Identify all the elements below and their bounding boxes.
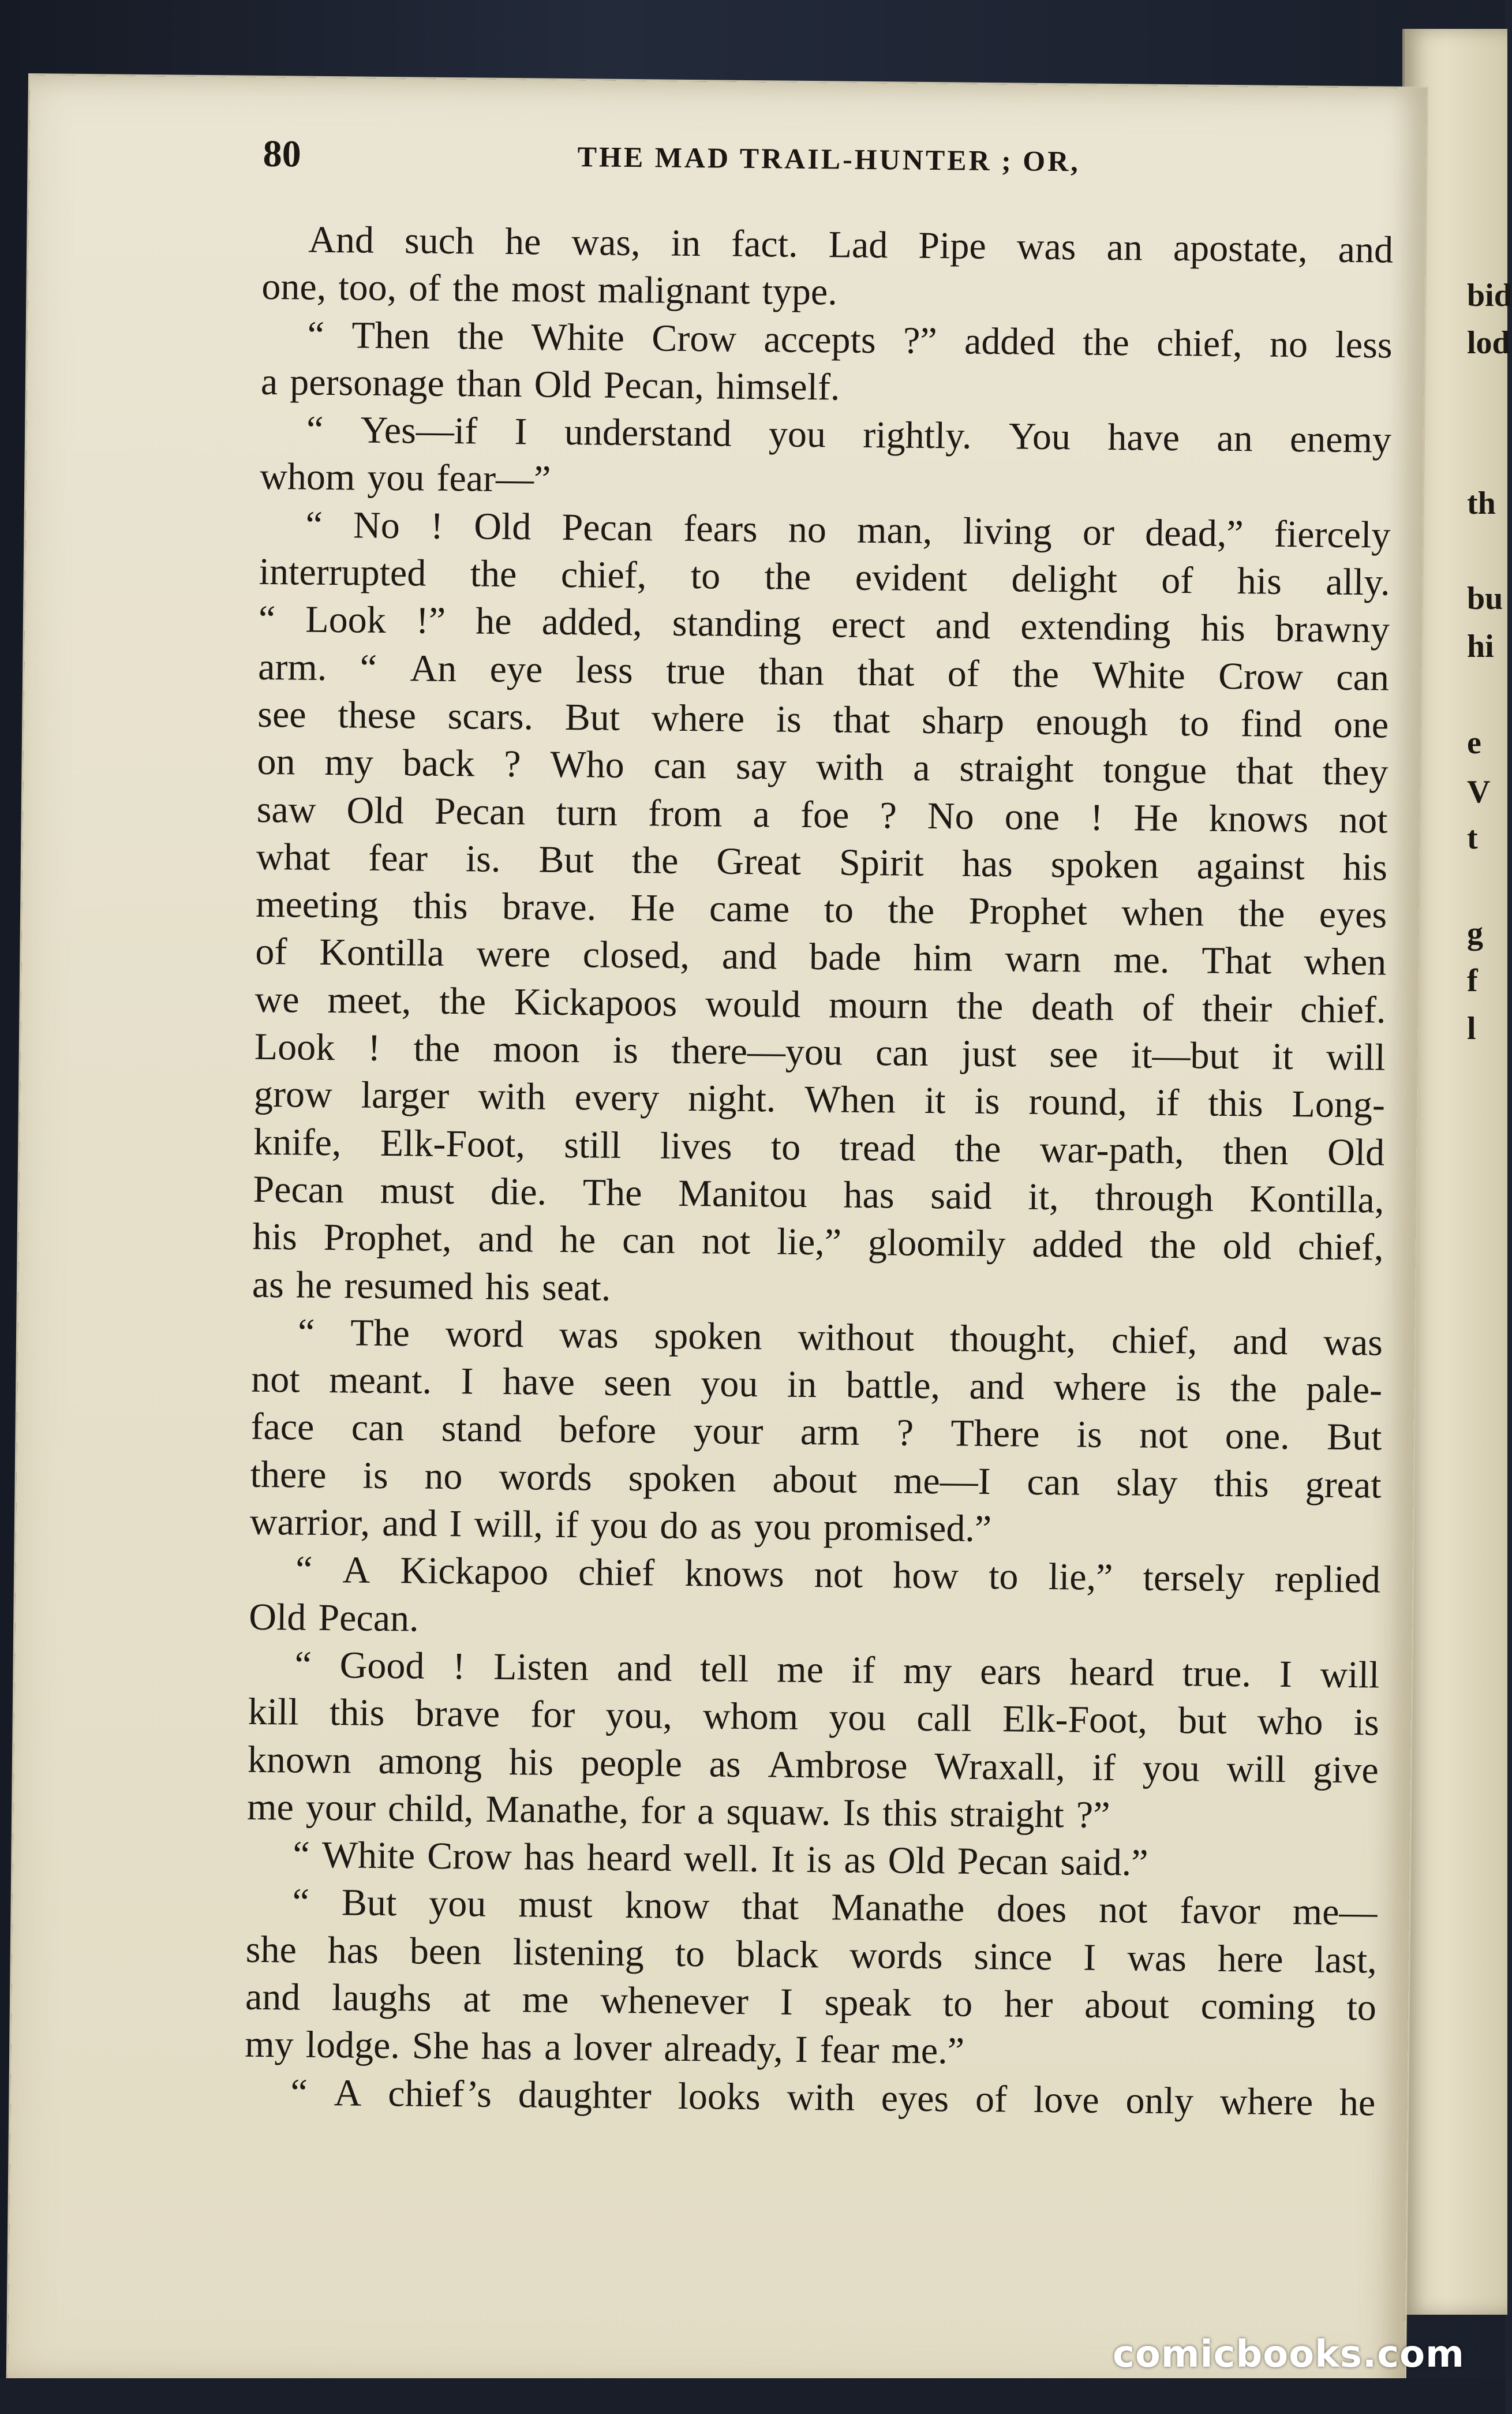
adjacent-page-fragment: g xyxy=(1467,915,1483,951)
text-line: whom you fear—” xyxy=(259,455,551,501)
text-line: “ Yes—if I understand you rightly. You have an enemy xyxy=(306,408,1392,461)
text-line: And such he was, in fact. Lad Pipe was an apostate, and xyxy=(308,218,1394,271)
text-line: Pecan must die. The Manitou has said it, through Kontilla, xyxy=(253,1168,1384,1221)
text-line: his Prophet, and he can not lie,” gloomily added the old chief, xyxy=(252,1216,1384,1269)
text-line: “ White Crow has heard well. It is as Old Pecan said.” xyxy=(293,1833,1148,1884)
text-line: kill this brave for you, whom you call Elk-Foot, but who is xyxy=(248,1690,1380,1744)
text-line: known among his people as Ambrose Wraxall, if you will give xyxy=(247,1738,1379,1792)
text-line: knife, Elk-Foot, still lives to tread the war-path, then Old xyxy=(253,1120,1385,1174)
text-line: arm. “ An eye less true than that of the White Crow can xyxy=(257,645,1390,699)
adjacent-page-fragment: bid xyxy=(1467,278,1512,313)
text-line: “ Then the White Crow accepts ?” added the chief, no less xyxy=(307,313,1393,367)
text-line: me your child, Manathe, for a squaw. Is this straight ?” xyxy=(246,1785,1110,1836)
text-line: my lodge. She has a lover already, I fear me.” xyxy=(244,2023,965,2072)
text-line: face can stand before your arm ? There is not one. But xyxy=(250,1406,1382,1459)
text-line: “ A chief’s daughter looks with eyes of love only where he xyxy=(290,2071,1376,2124)
adjacent-page-fragment: e xyxy=(1467,725,1481,761)
book-page xyxy=(8,75,1427,2396)
adjacent-page-fragment: f xyxy=(1467,963,1478,999)
page-number: 80 xyxy=(263,132,302,175)
text-line: as he resumed his seat. xyxy=(252,1263,611,1309)
body-text xyxy=(244,216,1394,2127)
binding-shadow xyxy=(0,2378,1505,2414)
text-line: Look ! the moon is there—you can just see it—but it will xyxy=(254,1025,1386,1079)
text-line: “ But you must know that Manathe does not favor me— xyxy=(292,1881,1378,1934)
adjacent-page-fragment: V xyxy=(1467,774,1491,810)
watermark: comicbooks.com xyxy=(1113,2333,1465,2376)
text-line: Old Pecan. xyxy=(249,1595,419,1640)
text-line: of Kontilla were closed, and bade him warn me. That when xyxy=(255,931,1387,984)
text-line: interrupted the chief, to the evident delight of his ally. xyxy=(259,550,1390,604)
adjacent-page-fragment: t xyxy=(1467,820,1478,856)
text-line: saw Old Pecan turn from a foe ? No one ! He knows not xyxy=(256,788,1388,842)
text-line: what fear is. But the Great Spirit has spoken against his xyxy=(256,835,1388,889)
text-line: see these scars. But where is that sharp enough to find one xyxy=(257,693,1389,746)
text-line: “ Look !” he added, standing erect and extending his brawny xyxy=(258,598,1390,652)
text-line: “ No ! Old Pecan fears no man, living or dead,” fiercely xyxy=(305,503,1391,556)
text-line: “ A Kickapoo chief knows not how to lie,” tersely replied xyxy=(295,1548,1381,1601)
text-line: and laughs at me whenever I speak to her about coming to xyxy=(245,1975,1377,2029)
text-line: one, too, of the most malignant type. xyxy=(261,266,838,313)
text-line: “ The word was spoken without thought, chief, and was xyxy=(297,1311,1383,1364)
text-line: meeting this brave. He came to the Prophet when the eyes xyxy=(255,883,1387,936)
text-line: she has been listening to black words since I was here last, xyxy=(245,1928,1378,1982)
text-line: warrior, and I will, if you do as you promised.” xyxy=(249,1500,992,1550)
text-line: a personage than Old Pecan, himself. xyxy=(260,360,840,409)
running-title: THE MAD TRAIL-HUNTER ; OR, xyxy=(577,140,1081,178)
page-header xyxy=(263,132,1417,195)
adjacent-page-fragment: l xyxy=(1467,1011,1476,1047)
text-line: there is no words spoken about me—I can slay this great xyxy=(250,1453,1382,1507)
text-line: “ Good ! Listen and tell me if my ears heard true. I will xyxy=(294,1643,1380,1696)
adjacent-page-fragment: hi xyxy=(1467,629,1494,664)
adjacent-page-fragment: bu xyxy=(1467,581,1503,616)
text-line: we meet, the Kickapoos would mourn the death of their chief. xyxy=(255,978,1386,1032)
text-line: on my back ? Who can say with a straight tongue that they xyxy=(257,741,1389,794)
text-line: not meant. I have seen you in battle, and where is the pale- xyxy=(250,1358,1383,1411)
adjacent-page-fragment: th xyxy=(1467,485,1496,521)
adjacent-page-fragment: lod xyxy=(1467,325,1510,361)
text-line: grow larger with every night. When it is round, if this Long- xyxy=(253,1073,1386,1126)
